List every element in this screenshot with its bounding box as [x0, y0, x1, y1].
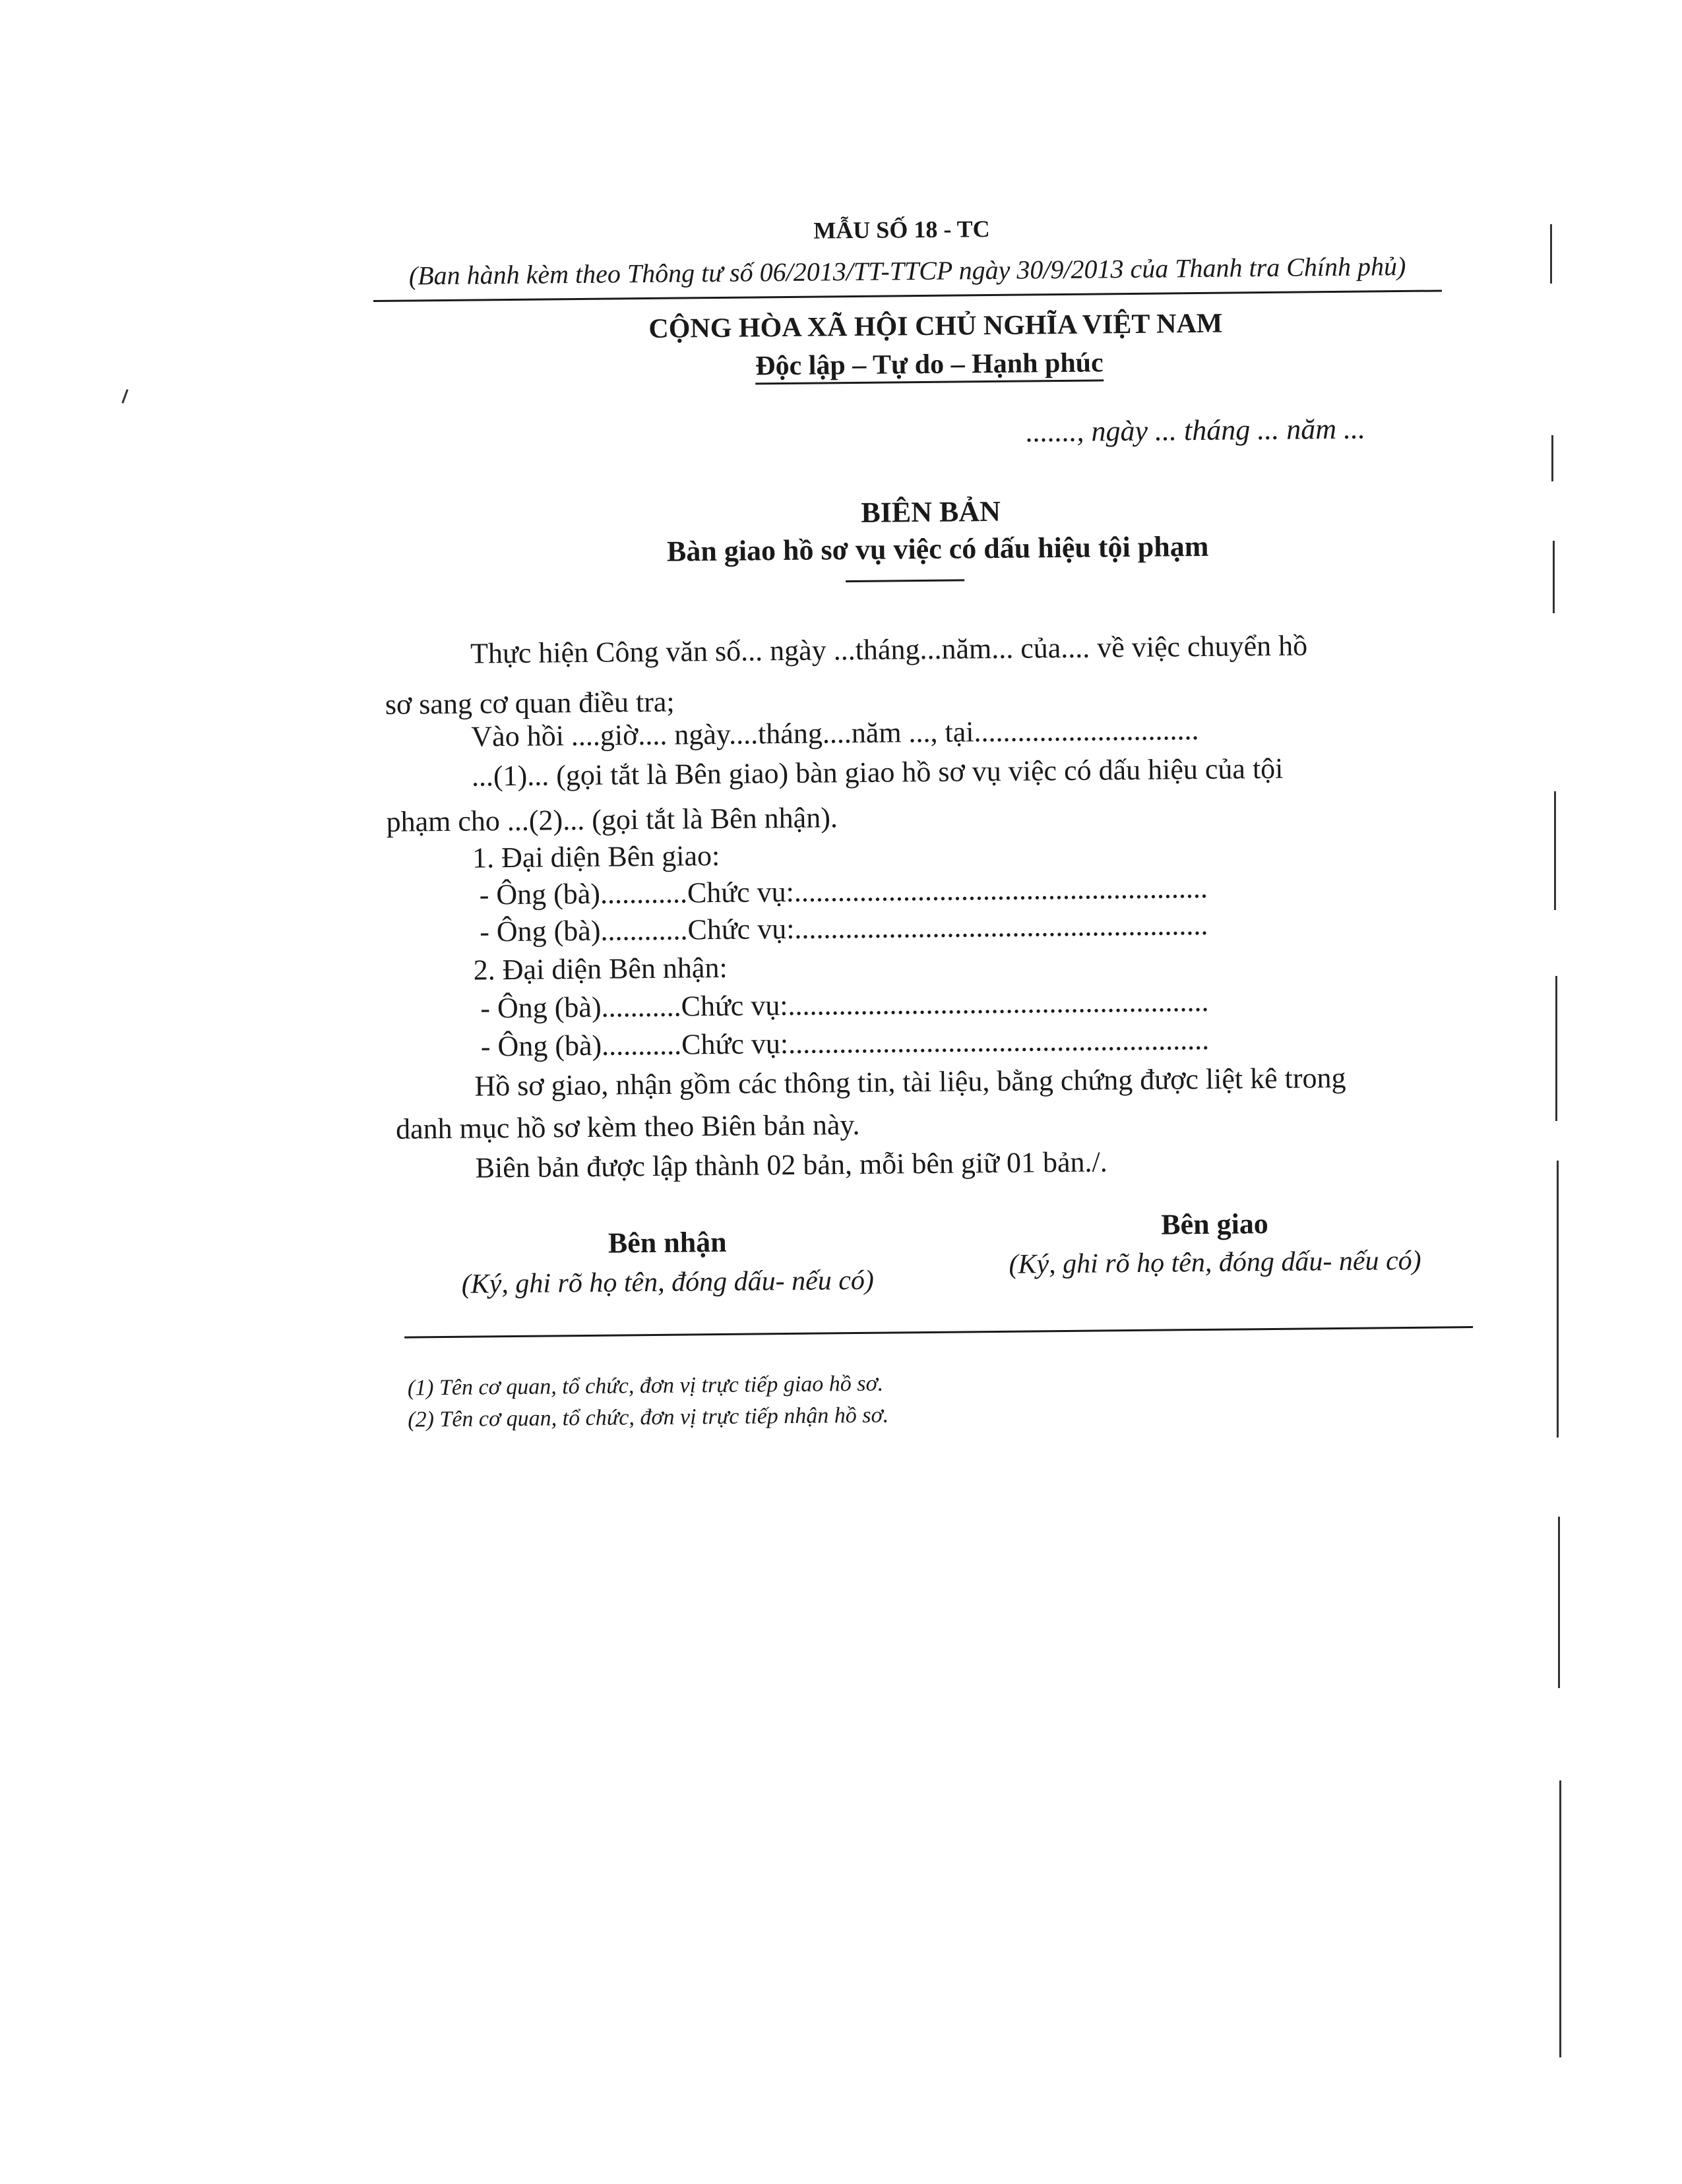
- scan-artifact: [1559, 1780, 1561, 2057]
- body-line: Thực hiện Công văn số... ngày ...tháng...năm... của.... về việc chuyển hồ: [470, 629, 1308, 670]
- body-line: Vào hồi ....giờ.... ngày....tháng....năm ..., tại...............................: [471, 713, 1199, 753]
- giver-signature-label: Bên giao: [1160, 1207, 1269, 1241]
- body-line: Biên bản được lập thành 02 bản, mỗi bên giữ 01 bản./.: [475, 1145, 1107, 1184]
- body-line: phạm cho ...(2)... (gọi tắt là Bên nhận).: [386, 801, 838, 838]
- form-code: MẪU SỐ 18 - TC: [813, 216, 990, 244]
- footnote-rule: [404, 1326, 1473, 1339]
- document-title: BIÊN BẢN: [861, 495, 1001, 529]
- issued-by-note: (Ban hành kèm theo Thông tư số 06/2013/TT-TTCP ngày 30/9/2013 của Thanh tra Chính phủ): [408, 251, 1406, 291]
- title-rule: [846, 579, 964, 582]
- body-line: Hồ sơ giao, nhận gồm các thông tin, tài liệu, bằng chứng được liệt kê trong: [474, 1061, 1346, 1103]
- body-line: ...(1)... (gọi tắt là Bên giao) bàn giao hồ sơ vụ việc có dấu hiệu của tội: [471, 752, 1284, 793]
- giver-representative-line: - Ông (bà)............Chức vụ:.........................................................: [479, 871, 1208, 911]
- document-subtitle: Bàn giao hồ sơ vụ việc có dấu hiệu tội phạm: [666, 530, 1209, 568]
- receiver-representative-line: - Ông (bà)...........Chức vụ:..........................................................: [480, 1023, 1210, 1063]
- scan-artifact: [1550, 224, 1552, 284]
- body-line: sơ sang cơ quan điều tra;: [385, 685, 675, 721]
- scan-artifact: [1555, 976, 1557, 1121]
- receiver-signature-label: Bên nhận: [607, 1225, 727, 1259]
- giver-representative-line: - Ông (bà)............Chức vụ:.........................................................: [479, 908, 1208, 948]
- footnote: (1) Tên cơ quan, tổ chức, đơn vị trực tiếp giao hồ sơ.: [407, 1371, 884, 1401]
- giver-representatives-heading: 1. Đại diện Bên giao:: [472, 839, 720, 874]
- national-motto-text: Độc lập – Tự do – Hạnh phúc: [755, 348, 1104, 384]
- date-line: ......., ngày ... tháng ... năm ...: [1026, 412, 1366, 448]
- receiver-representatives-heading: 2. Đại diện Bên nhận:: [473, 951, 728, 986]
- scan-artifact: [1553, 541, 1555, 613]
- receiver-representative-line: - Ông (bà)...........Chức vụ:..........................................................: [480, 985, 1209, 1025]
- scan-artifact: [1557, 1161, 1559, 1438]
- footnote: (2) Tên cơ quan, tổ chức, đơn vị trực tiếp nhận hồ sơ.: [408, 1403, 889, 1432]
- scan-artifact: [1551, 435, 1553, 481]
- scan-artifact: [1554, 791, 1556, 910]
- scan-artifact: [1558, 1517, 1560, 1688]
- header-rule: [373, 289, 1442, 302]
- country-name: CỘNG HÒA XÃ HỘI CHỦ NGHĨA VIỆT NAM: [648, 308, 1223, 344]
- receiver-signature-note: (Ký, ghi rõ họ tên, đóng dấu- nếu có): [461, 1265, 875, 1300]
- body-line: danh mục hồ sơ kèm theo Biên bản này.: [395, 1108, 860, 1145]
- giver-signature-note: (Ký, ghi rõ họ tên, đóng dấu- nếu có): [1009, 1245, 1421, 1280]
- national-motto: [705, 347, 1154, 383]
